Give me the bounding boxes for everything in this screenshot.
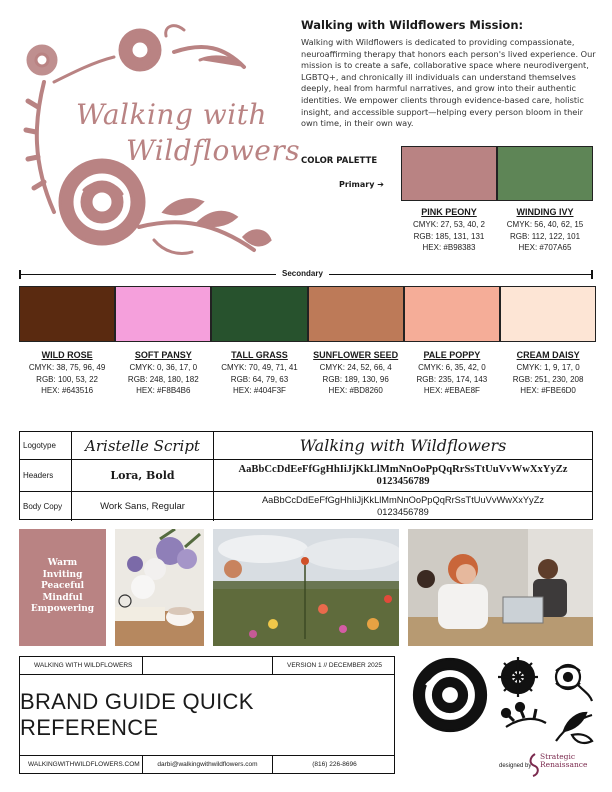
swatch-rgb: RGB: 248, 180, 182 (127, 374, 199, 384)
flower-icon-set (406, 655, 596, 751)
type-role-label: Headers (20, 460, 72, 491)
brand-guide-title: BRAND GUIDE QUICK REFERENCE (20, 689, 254, 740)
sprig-icon (502, 703, 546, 727)
swatch-cmyk: CMYK: 27, 53, 40, 2 (412, 220, 486, 229)
swatch-name: PALE POPPY (423, 350, 481, 360)
wildflower-field-photo (213, 529, 399, 646)
type-sample (214, 460, 592, 491)
swatch-hex: HEX: #643516 (41, 386, 94, 395)
type-font-name: Aristelle Script (72, 432, 214, 459)
type-sample-alpha: AaBbCcDdEeFfGgHhIiJjKkLlMmNnOoPpQqRrSsTtUuVvWwXxYyZz (238, 463, 568, 475)
strategic-renaissance-credit (540, 753, 587, 769)
swatch-cmyk: CMYK: 1, 9, 17, 0 (516, 363, 580, 372)
footer-brand: WALKING WITH WILDFLOWERS (20, 657, 143, 674)
wildflower-icon (556, 665, 592, 701)
swatch-hex: HEX: #BD8260 (328, 386, 383, 395)
swatch-name: PINK PEONY (421, 207, 477, 217)
swatch-rgb: RGB: 64, 79, 63 (230, 374, 289, 384)
type-role-label: Body Copy (20, 492, 72, 521)
swatch-winding-ivy (497, 146, 593, 201)
typography-table (19, 431, 593, 520)
swatch-cmyk: CMYK: 24, 52, 66, 4 (319, 363, 392, 372)
swatch-cmyk: CMYK: 56, 40, 62, 15 (506, 220, 584, 229)
logo (14, 12, 301, 262)
type-sample-alpha: AaBbCcDdEeFfGgHhIiJjKkLlMmNnOoPpQqRrSsTtUuVvWwXxYyZz (261, 495, 545, 505)
type-sample-num: 0123456789 (377, 506, 429, 517)
swatch-rgb: RGB: 235, 174, 143 (416, 374, 488, 384)
type-sample: Walking with Wildflowers (299, 436, 507, 455)
swatch-pale-poppy (404, 286, 500, 342)
swatch-soft-pansy (115, 286, 211, 342)
swatch-rgb: RGB: 112, 122, 101 (509, 231, 581, 241)
swatch-values (115, 362, 211, 397)
swatch-name: TALL GRASS (231, 350, 288, 360)
teacup-flowers-photo (115, 529, 204, 646)
credit-line-2: Renaissance (540, 760, 588, 769)
brand-value: Peaceful (40, 581, 85, 591)
footer-website[interactable]: WALKINGWITHWILDFLOWERS.COM (20, 756, 143, 773)
swatch-name: CREAM DAISY (516, 350, 580, 360)
leaf-branch-icon (556, 713, 592, 743)
footer-phone: (816) 226-8696 (312, 761, 357, 768)
swatch-name: SUNFLOWER SEED (313, 350, 399, 360)
type-font-name: Lora, Bold (72, 460, 214, 491)
brand-value: Mindful (42, 592, 83, 603)
type-sample (214, 492, 592, 521)
brand-value: Empowering (30, 604, 95, 614)
swatch-values (19, 362, 115, 397)
type-font-name: Work Sans, Regular (72, 492, 214, 521)
swatch-values (497, 219, 593, 254)
swatch-rgb: RGB: 100, 53, 22 (36, 374, 98, 384)
swatch-hex: HEX: #B98383 (422, 243, 476, 252)
mission-title: Walking with Wildflowers Mission: (301, 18, 524, 32)
brand-values-box (19, 529, 106, 646)
brand-value: Inviting (42, 569, 83, 580)
meeting-photo (408, 529, 593, 646)
divider-tick (591, 270, 593, 279)
typography-row-logotype (20, 432, 592, 460)
swatch-values (401, 219, 497, 254)
swatch-pink-peony (401, 146, 497, 201)
typography-row-body (20, 492, 592, 521)
swatch-hex: HEX: #FBE6D0 (520, 386, 576, 395)
swatch-rgb: RGB: 185, 131, 131 (413, 231, 485, 241)
swatch-values (404, 362, 500, 397)
swatch-hex: HEX: #707A65 (518, 243, 572, 252)
designed-by-label: designed by (499, 763, 532, 769)
swatch-rgb: RGB: 251, 230, 208 (512, 374, 584, 384)
footer-top-row (20, 657, 394, 675)
footer-blank-cell (143, 657, 273, 674)
swatch-values (211, 362, 307, 397)
footer-version: VERSION 1 // DECEMBER 2025 (286, 662, 382, 669)
secondary-label: Secondary (276, 269, 329, 278)
primary-label: Primary ➔ (339, 180, 384, 189)
swatch-hex: HEX: #F8B4B6 (136, 386, 191, 395)
swatch-rgb: RGB: 189, 130, 96 (322, 374, 389, 384)
swatch-values (308, 362, 404, 397)
sunflower-icon (498, 657, 538, 697)
mission-body: Walking with Wildflowers is dedicated to providing compassionate, neuroaffirming therapy that honors each person's lived experience. Our mission is to create a safe, collaborative space where neurodivergent, LGBTQ+, and chronically ill individuals can understand themselves deeply, heal from harmful narratives, and grow into their authentic identities. We empower clients through evidence-based care, holistic insight, and accessible support—helping every person bloom in their own time, in their own way. (301, 37, 596, 129)
brand-value: Warm (47, 558, 78, 568)
divider-tick (19, 270, 21, 279)
swatch-cmyk: CMYK: 38, 75, 96, 49 (28, 363, 106, 372)
swatch-cmyk: CMYK: 6, 35, 42, 0 (418, 363, 486, 372)
swatch-cmyk: CMYK: 70, 49, 71, 41 (221, 363, 298, 372)
swatch-tall-grass (211, 286, 307, 342)
typography-row-headers (20, 460, 592, 492)
swatch-hex: HEX: #404F3F (233, 386, 286, 395)
rose-icon (414, 659, 486, 731)
swatch-name: WILD ROSE (41, 350, 93, 360)
color-palette-label: COLOR PALETTE (301, 156, 378, 166)
footer-box (19, 656, 395, 774)
credit-line-1: Strategic (540, 752, 576, 761)
swatch-hex: HEX: #EBAE8F (423, 386, 480, 395)
strategic-renaissance-logo-icon (527, 752, 541, 778)
swatch-wild-rose (19, 286, 115, 342)
swatch-name: WINDING IVY (516, 207, 574, 217)
logo-line-1: Walking with (76, 98, 267, 131)
type-role-label: Logotype (20, 432, 72, 459)
swatch-cream-daisy (500, 286, 596, 342)
swatch-name: SOFT PANSY (134, 350, 192, 360)
swatch-cmyk: CMYK: 0, 36, 17, 0 (129, 363, 198, 372)
swatch-sunflower-seed (308, 286, 404, 342)
logo-line-2: Wildflowers (126, 134, 301, 167)
footer-email[interactable]: darbi@walkingwithwildflowers.com (143, 756, 273, 773)
type-sample-num: 0123456789 (376, 475, 430, 487)
footer-bottom-row (20, 755, 394, 773)
swatch-values (500, 362, 596, 397)
